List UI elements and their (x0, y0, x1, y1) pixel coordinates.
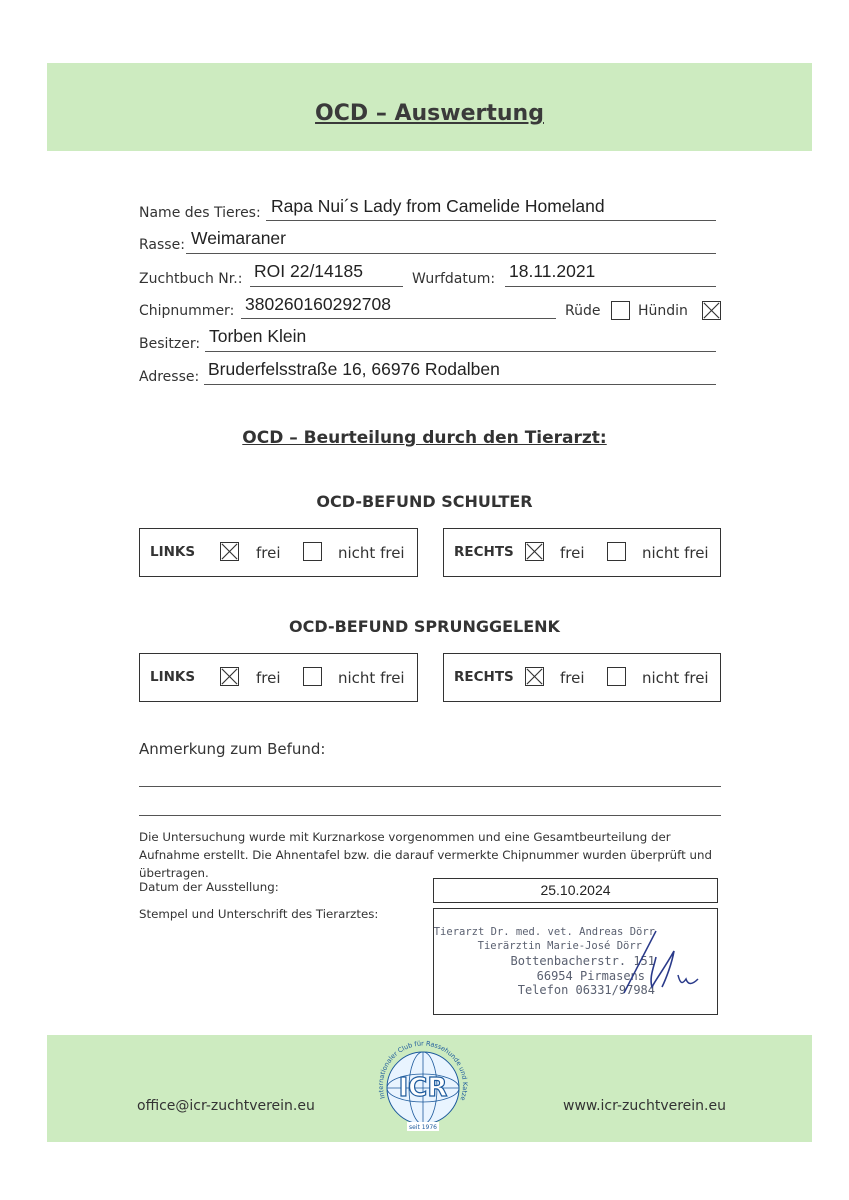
stamp-line-5: Telefon 06331/97984 (517, 983, 655, 997)
icr-logo (363, 1036, 483, 1136)
birth-underline (505, 286, 716, 287)
address-underline (204, 384, 716, 385)
remarks-label: Anmerkung zum Befund: (139, 740, 326, 758)
shoulder-right-free-checkbox[interactable] (525, 542, 544, 561)
name-value: Rapa Nui´s Lady from Camelide Homeland (271, 196, 605, 216)
hock-right-not-free-checkbox[interactable] (607, 667, 626, 686)
birth-label: Wurfdatum: (412, 271, 496, 287)
stamp-signature-box (433, 908, 718, 1015)
hock-left-not-free-checkbox[interactable] (303, 667, 322, 686)
footer-website[interactable]: www.icr-zuchtverein.eu (563, 1098, 726, 1114)
hock-right-free-checkbox[interactable] (525, 667, 544, 686)
stamp-label: Stempel und Unterschrift des Tierarztes: (139, 907, 379, 921)
female-checkbox[interactable] (702, 301, 721, 320)
shoulder-left-label: LINKS (150, 544, 196, 560)
stamp-line-1: Tierarzt Dr. med. vet. Andreas Dörr (433, 926, 655, 938)
hock-right-label: RECHTS (454, 669, 514, 685)
address-value: Bruderfelsstraße 16, 66976 Rodalben (208, 359, 500, 379)
logo-text: ICR (398, 1073, 448, 1103)
hock-left-box (139, 653, 418, 702)
footer-email[interactable]: office@icr-zuchtverein.eu (137, 1098, 315, 1114)
stamp-line-4: 66954 Pirmasens (536, 969, 645, 983)
hock-heading: OCD-BEFUND SPRUNGGELENK (289, 617, 560, 636)
owner-value: Torben Klein (209, 326, 307, 346)
shoulder-right-not-free-checkbox[interactable] (607, 542, 626, 561)
issue-date-label: Datum der Ausstellung: (139, 880, 279, 894)
shoulder-right-not-free-label: nicht frei (642, 544, 709, 562)
header-band (47, 63, 812, 151)
chip-value: 380260160292708 (245, 294, 391, 314)
studbook-label: Zuchtbuch Nr.: (139, 271, 243, 287)
shoulder-heading: OCD-BEFUND SCHULTER (316, 492, 533, 511)
chip-label: Chipnummer: (139, 303, 235, 319)
studbook-value: ROI 22/14185 (254, 261, 363, 281)
assessment-heading: OCD – Beurteilung durch den Tierarzt: (242, 428, 607, 448)
hock-right-free-label: frei (560, 669, 585, 687)
stamp-line-3: Bottenbacherstr. 151 (510, 954, 655, 968)
shoulder-left-box (139, 528, 418, 577)
issue-date-field[interactable]: 25.10.2024 (433, 878, 718, 903)
shoulder-left-not-free-label: nicht frei (338, 544, 405, 562)
page-title: OCD – Auswertung (315, 101, 544, 126)
name-underline (266, 220, 716, 221)
shoulder-right-label: RECHTS (454, 544, 514, 560)
hock-left-label: LINKS (150, 669, 196, 685)
address-label: Adresse: (139, 369, 200, 385)
shoulder-left-free-checkbox[interactable] (220, 542, 239, 561)
birth-value: 18.11.2021 (509, 261, 596, 281)
breed-value: Weimaraner (191, 228, 286, 248)
shoulder-right-box (443, 528, 721, 577)
male-label: Rüde (565, 303, 601, 319)
male-checkbox[interactable] (611, 301, 630, 320)
statement-text: Die Untersuchung wurde mit Kurznarkose vorgenommen und eine Gesamtbeurteilung der Aufnahme erstellt. Die Ahnentafel bzw. die darauf vermerkte Chipnummer wurden überprüft und übertragen. (139, 830, 712, 880)
hock-left-not-free-label: nicht frei (338, 669, 405, 687)
logo-ring-text: Internationaler Club für Rassehunde und Katze (376, 1039, 470, 1102)
hock-left-free-checkbox[interactable] (220, 667, 239, 686)
logo-since: seit 1976 (408, 1124, 438, 1131)
hock-left-free-label: frei (256, 669, 281, 687)
studbook-underline (250, 286, 403, 287)
hock-right-box (443, 653, 721, 702)
breed-underline (186, 253, 716, 254)
owner-label: Besitzer: (139, 336, 201, 352)
owner-underline (205, 351, 716, 352)
signature (594, 927, 714, 1007)
name-label: Name des Tieres: (139, 205, 261, 221)
shoulder-left-not-free-checkbox[interactable] (303, 542, 322, 561)
stamp-line-2: Tierärztin Marie-José Dörr (477, 940, 642, 952)
remarks-line-2[interactable] (139, 815, 721, 816)
shoulder-right-free-label: frei (560, 544, 585, 562)
shoulder-left-free-label: frei (256, 544, 281, 562)
female-label: Hündin (638, 303, 688, 319)
chip-underline (241, 318, 556, 319)
breed-label: Rasse: (139, 237, 185, 253)
remarks-line-1[interactable] (139, 786, 721, 787)
hock-right-not-free-label: nicht frei (642, 669, 709, 687)
